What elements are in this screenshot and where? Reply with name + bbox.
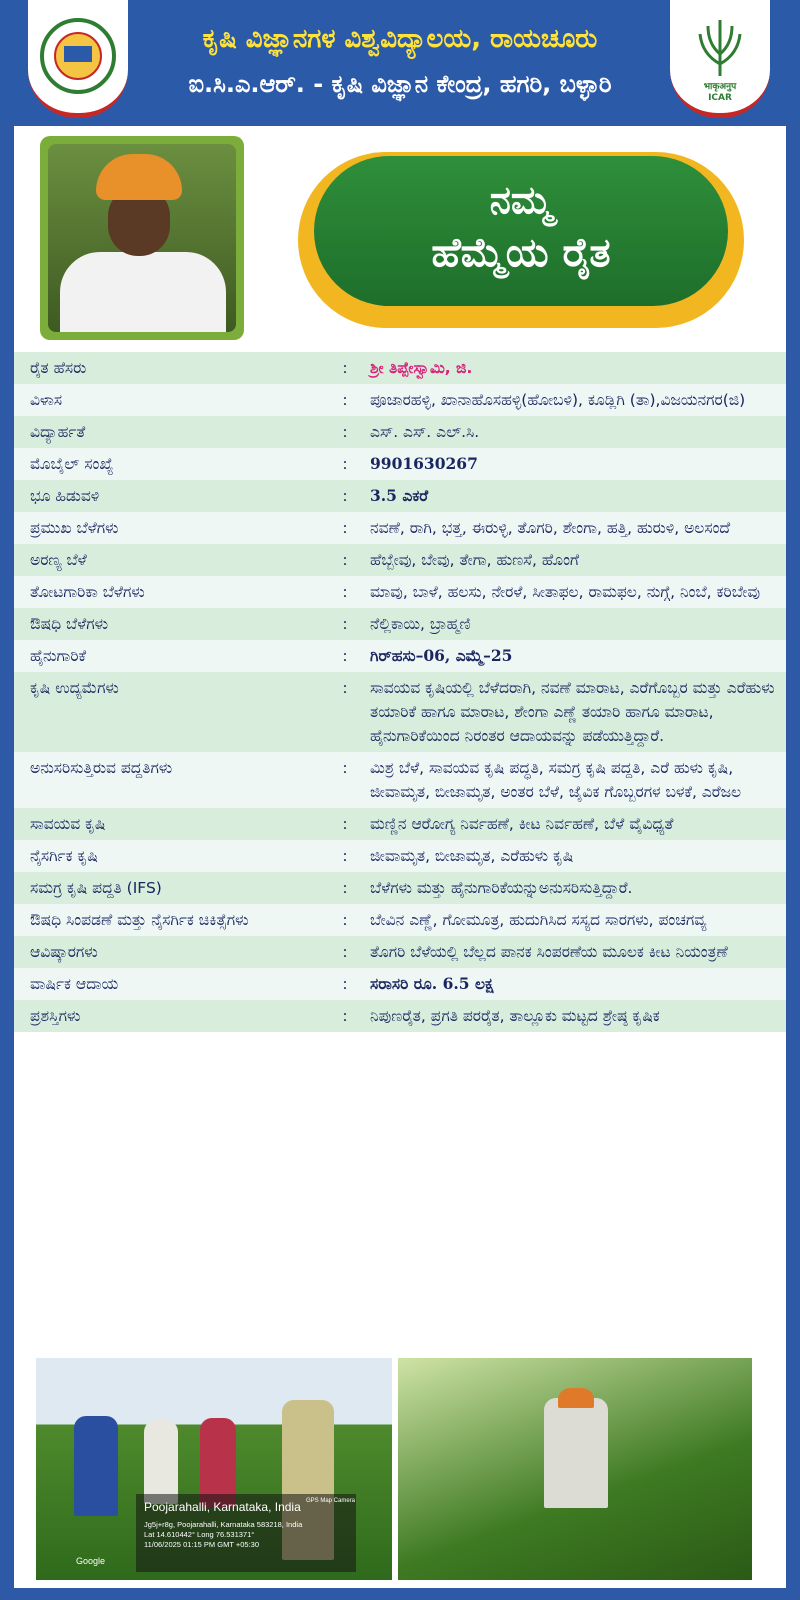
row-colon: : [342, 583, 348, 601]
row-label: ಭೂ ಹಿಡುವಳಿ [30, 487, 100, 505]
row-colon: : [342, 911, 348, 929]
row-value: 3.5 ಎಕರೆ [370, 486, 429, 505]
table-row [14, 512, 786, 544]
row-colon: : [342, 487, 348, 505]
table-row [14, 808, 786, 840]
row-label: ಕೃಷಿ ಉದ್ಯಮೆಗಳು [30, 679, 119, 697]
row-colon: : [342, 615, 348, 633]
table-row [14, 968, 786, 1000]
farmer-details-table [14, 352, 786, 1032]
row-value: ಸರಾಸರಿ ರೂ. 6.5 ಲಕ್ಷ [370, 974, 494, 993]
row-value: ಬೇವಿನ ಎಣ್ಣೆ, ಗೋಮೂತ್ರ, ಹುದುಗಿಸಿದ ಸಸ್ಯದ ಸಾರಗಳು, ಪಂಚಗವ್ಯ [370, 911, 707, 929]
icar-label: भाकृअनुप ICAR [703, 82, 737, 103]
row-label: ವಿದ್ಯಾರ್ಹತೆ [30, 423, 86, 441]
table-row [14, 840, 786, 872]
row-colon: : [342, 847, 348, 865]
university-seal-icon [40, 18, 116, 94]
farmer-photo [48, 144, 236, 332]
row-value: ಬೆಳೆಗಳು ಮತ್ತು ಹೈನುಗಾರಿಕೆಯನ್ನುಅನುಸರಿಸುತ್ತಿದ್ದಾರೆ. [370, 879, 633, 897]
table-row [14, 608, 786, 640]
row-colon: : [342, 679, 348, 697]
table-row [14, 936, 786, 968]
university-logo [28, 0, 128, 118]
row-label: ವಿಳಾಸ [30, 391, 63, 409]
plantation-photo [398, 1358, 752, 1580]
row-value: ಪೂಜಾರಹಳ್ಳಿ, ಖಾನಾಹೊಸಹಳ್ಳಿ(ಹೋಬಳಿ), ಕೂಡ್ಲಿಗಿ (ತಾ),ವಿಜಯನಗರ(ಜಿ) [370, 391, 746, 409]
row-label: ಸಾವಯವ ಕೃಷಿ [30, 815, 106, 833]
row-colon: : [342, 943, 348, 961]
banner-line1: ನಮ್ಮ [489, 178, 553, 222]
row-label: ತೋಟಗಾರಿಕಾ ಬೆಳೆಗಳು [30, 583, 145, 601]
table-row [14, 416, 786, 448]
geotag-overlay [136, 1494, 356, 1572]
row-value: ಮಾವು, ಬಾಳೆ, ಹಲಸು, ನೇರಳೆ, ಸೀತಾಫಲ, ರಾಮಫಲ, ನುಗ್ಗೆ, ನಿಂಬೆ, ಕರಿಬೇವು [370, 583, 760, 601]
table-row [14, 672, 786, 752]
wheat-icon [692, 14, 748, 78]
row-label: ವಾರ್ಷಿಕ ಆದಾಯ [30, 975, 119, 993]
row-colon: : [342, 391, 348, 409]
row-value: ಶ್ರೀ ತಿಪ್ಪೇಸ್ವಾಮಿ, ಜಿ. [370, 359, 473, 377]
row-value: ಮಿಶ್ರ ಬೆಳೆ, ಸಾವಯವ ಕೃಷಿ ಪದ್ಧತಿ, ಸಮಗ್ರ ಕೃಷಿ ಪದ್ದತಿ, ಎರೆ ಹುಳು ಕೃಷಿ, ಜೀವಾಮೃತ, ಬೀಜಾಮೃತ, ಅಂತರ ಬೆಳೆ, ಜೈವಿಕ ಗೊಬ್ಬರಗಳ ಬಳಕೆ, ಎರೆಜಲ [370, 759, 742, 801]
table-row [14, 576, 786, 608]
row-value: ಮಣ್ಣಿನ ಆರೋಗ್ಯ ನಿರ್ವಹಣೆ, ಕೀಟ ನಿರ್ವಹಣೆ, ಬೆಳೆ ವೈವಿಧ್ಯತೆ [370, 815, 674, 833]
row-value: 9901630267 [370, 454, 478, 473]
table-row [14, 1000, 786, 1032]
row-label: ಮೊಬೈಲ್ ಸಂಖ್ಯೆ [30, 455, 114, 473]
row-colon: : [342, 647, 348, 665]
row-label: ಸಮಗ್ರ ಕೃಷಿ ಪದ್ದತಿ (IFS) [30, 879, 162, 897]
row-value: ತೊಗರಿ ಬೆಳೆಯಲ್ಲಿ ಬೆಲ್ಲದ ಪಾನಕ ಸಿಂಪರಣೆಯ ಮೂಲಕ ಕೀಟ ನಿಯಂತ್ರಣೆ [370, 943, 728, 961]
row-colon: : [342, 975, 348, 993]
banner-line2: ಹೆಮ್ಮೆಯ ರೈತ [431, 230, 611, 276]
table-row [14, 480, 786, 512]
geotag-details: Jg5j+r8g, Poojarahalli, Karnataka 583218, India Lat 14.610442° Long 76.531371° 11/06/2025 01:15 PM GMT +05:30 [144, 1520, 303, 1549]
row-label: ಔಷಧಿ ಸಿಂಪಡಣೆ ಮತ್ತು ನೈಸರ್ಗಿಕ ಚಿಕಿತ್ಸೆಗಳು [30, 911, 249, 929]
row-colon: : [342, 423, 348, 441]
row-value: ನವಣೆ, ರಾಗಿ, ಭತ್ತ, ಈರುಳ್ಳಿ, ತೊಗರಿ, ಶೇಂಗಾ, ಹತ್ತಿ, ಹುರುಳಿ, ಅಲಸಂದೆ [370, 519, 731, 537]
row-value: ಗಿರ್‌ಹಸು–06, ಎಮ್ಮೆ–25 [370, 646, 513, 665]
row-colon: : [342, 551, 348, 569]
table-row [14, 872, 786, 904]
table-row [14, 640, 786, 672]
row-value: ಹೆಬ್ಬೇವು, ಬೇವು, ತೇಗಾ, ಹುಣಸೆ, ಹೊಂಗೆ [370, 551, 579, 569]
google-label: Google [76, 1556, 106, 1566]
row-value: ನೆಲ್ಲಿಕಾಯಿ, ಬ್ರಾಹ್ಮಣಿ [370, 615, 471, 633]
kvk-title: ಐ.ಸಿ.ಎ.ಆರ್. - ಕೃಷಿ ವಿಜ್ಞಾನ ಕೇಂದ್ರ, ಹಗರಿ, ಬಳ್ಳಾರಿ [188, 70, 612, 98]
row-label: ನೈಸರ್ಗಿಕ ಕೃಷಿ [30, 847, 98, 865]
row-value: ನಿಪುಣರೈತ, ಪ್ರಗತಿ ಪರರೈತ, ತಾಲ್ಲೂಕು ಮಟ್ಟದ ಶ್ರೇಷ್ಠ ಕೃಷಿಕ [370, 1007, 660, 1025]
row-label: ಔಷಧಿ ಬೆಳೆಗಳು [30, 615, 109, 633]
field-visit-photo [36, 1358, 392, 1580]
table-row [14, 384, 786, 416]
row-colon: : [342, 359, 348, 377]
table-row [14, 544, 786, 576]
geotag-place: Poojarahalli, Karnataka, India [144, 1500, 301, 1514]
icar-logo [670, 0, 770, 118]
row-label: ಅನುಸರಿಸುತ್ತಿರುವ ಪದ್ದತಿಗಳು [30, 759, 173, 777]
row-label: ಪ್ರಮುಖ ಬೆಳೆಗಳು [30, 519, 119, 537]
row-colon: : [342, 1007, 348, 1025]
content-panel [14, 126, 786, 1588]
row-value: ಎಸ್. ಎಸ್. ಎಲ್.ಸಿ. [370, 423, 480, 441]
row-label: ರೈತ ಹೆಸರು [30, 359, 87, 377]
row-colon: : [342, 455, 348, 473]
row-label: ಆವಿಷ್ಕಾರಗಳು [30, 943, 98, 961]
row-value: ಜೀವಾಮೃತ, ಬೀಜಾಮೃತ, ಎರೆಹುಳು ಕೃಷಿ [370, 847, 574, 865]
row-label: ಪ್ರಶಸ್ತಿಗಳು [30, 1007, 81, 1025]
row-label: ಹೈನುಗಾರಿಕೆ [30, 647, 87, 665]
header-bar [0, 0, 800, 122]
row-colon: : [342, 879, 348, 897]
row-value: ಸಾವಯವ ಕೃಷಿಯಲ್ಲಿ ಬೆಳೆದರಾಗಿ, ನವಣೆ ಮಾರಾಟ, ಎರೆಗೊಬ್ಬರ ಮತ್ತು ಎರೆಹುಳು ತಯಾರಿಕೆ ಹಾಗೂ ಮಾರಾಟ, ಶೇಂಗಾ ಎಣ್ಣೆ ತಯಾರಿ ಹಾಗೂ ಮಾರಾಟ, ಹೈನುಗಾರಿಕೆಯಿಂದ ನಿರಂತರ ಆದಾಯವನ್ನು ಪಡೆಯುತ್ತಿದ್ದಾರೆ. [370, 679, 775, 745]
geotag-badge: GPS Map Camera [306, 1498, 356, 1504]
farmer-photo-frame [40, 136, 244, 340]
table-row [14, 752, 786, 808]
row-label: ಅರಣ್ಯ ಬೆಳೆ [30, 551, 87, 569]
table-row [14, 352, 786, 384]
table-row [14, 904, 786, 936]
row-colon: : [342, 519, 348, 537]
university-title: ಕೃಷಿ ವಿಜ್ಞಾನಗಳ ವಿಶ್ವವಿದ್ಯಾಲಯ, ರಾಯಚೂರು [202, 24, 598, 54]
row-colon: : [342, 815, 348, 833]
row-colon: : [342, 759, 348, 777]
table-row [14, 448, 786, 480]
